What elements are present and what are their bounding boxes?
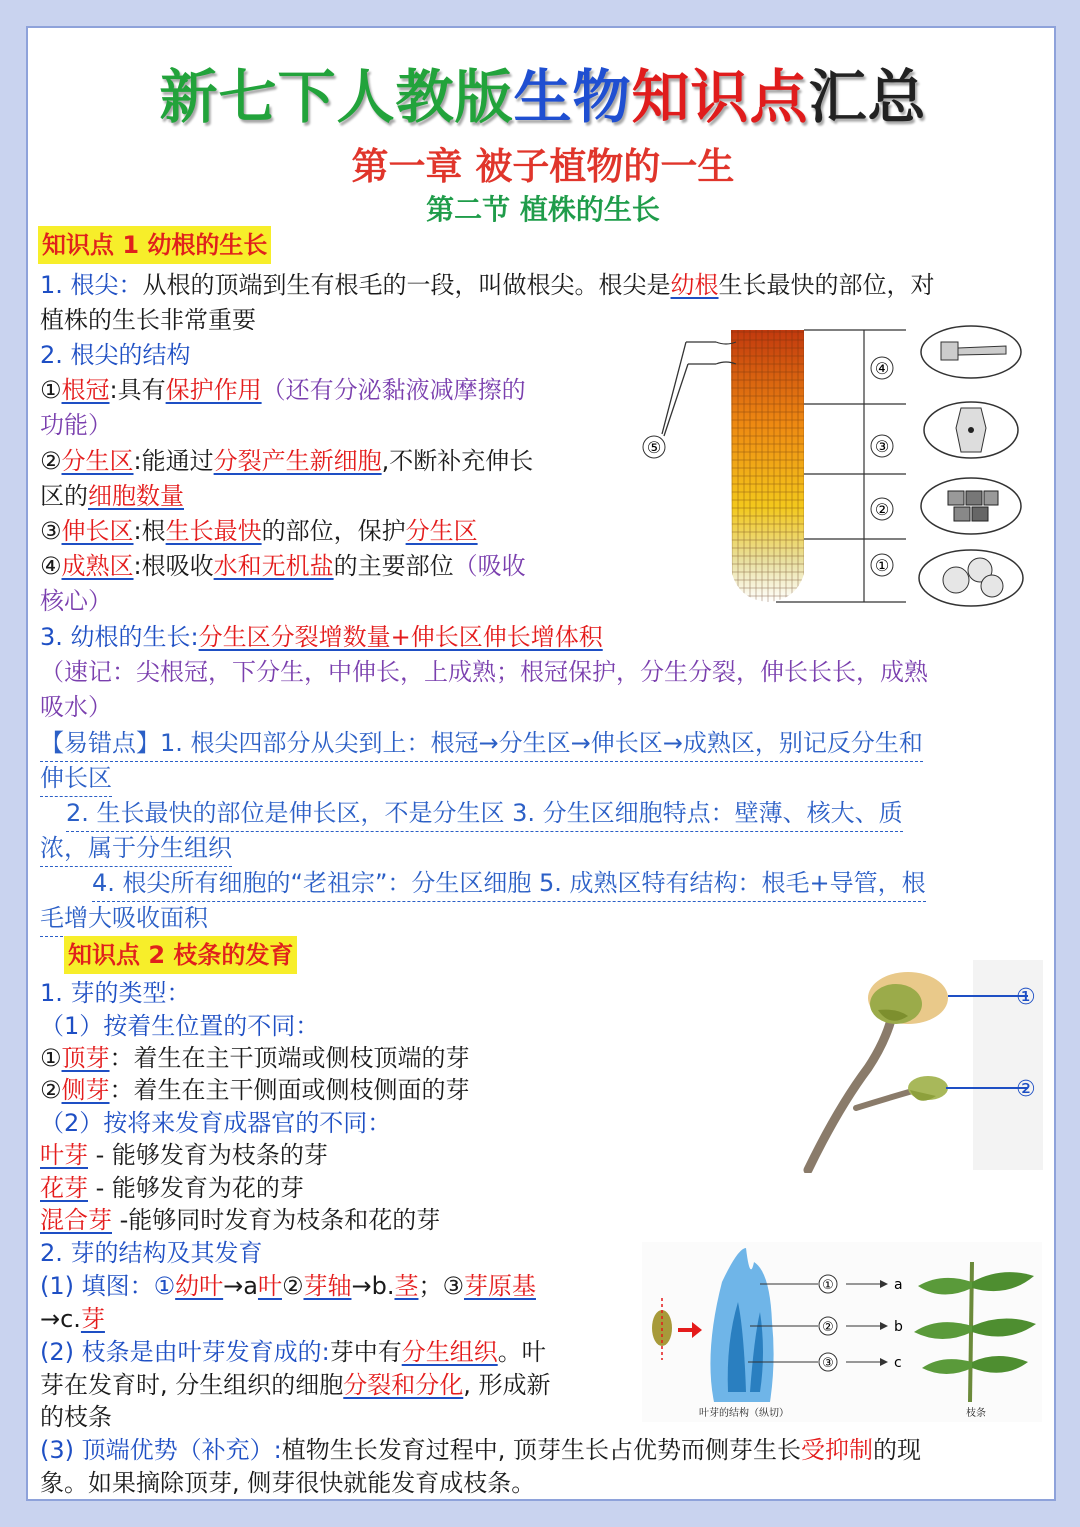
bud-diagram-label-b: b	[894, 1319, 903, 1335]
root-label-1: ①	[874, 556, 890, 575]
branch-origin-line-2: 芽在发育时, 分生组织的细胞分裂和分化, 形成新	[40, 1371, 551, 1399]
branch-origin-line: (2) 枝条是由叶芽发育成的:芽中有分生组织。叶	[40, 1338, 546, 1366]
bud-diagram-label-a: a	[894, 1277, 903, 1293]
error-point-2-cont: 浓，属于分生组织	[40, 831, 232, 867]
elongation-line: ③伸长区:根生长最快的部位，保护分生区	[40, 517, 478, 545]
error-point-1-cont: 伸长区	[40, 761, 112, 797]
bud-diagram-label-1: ①	[822, 1278, 834, 1293]
leaf-bud-line: 叶芽 - 能够发育为枝条的芽	[40, 1141, 328, 1169]
bud-position-heading: （1）按着生位置的不同：	[40, 1012, 320, 1040]
root-label-5: ⑤	[646, 438, 662, 457]
root-tip-definition-cont: 植株的生长非常重要	[40, 306, 256, 334]
mnemonic-line-cont: 吸水）	[40, 693, 112, 721]
error-point-1: 【易错点】1. 根尖四部分从尖到上：根冠→分生区→伸长区→成熟区，别记反分生和	[40, 726, 923, 762]
mixed-bud-line: 混合芽 -能够同时发育为枝条和花的芽	[40, 1206, 441, 1234]
bud-diagram-label-2: ②	[822, 1320, 834, 1335]
root-label-4: ④	[874, 359, 890, 378]
error-point-3-cont: 毛增大吸收面积	[40, 901, 208, 937]
apical-dominance-line: (3) 顶端优势（补充）:植物生长发育过程中, 顶芽生长占优势而侧芽生长受抑制的现	[40, 1436, 921, 1464]
branch-bud-photo	[798, 958, 1048, 1173]
root-structure-heading: 2. 根尖的结构	[40, 341, 191, 369]
bud-structure-heading: 2. 芽的结构及其发育	[40, 1239, 263, 1267]
apical-dominance-line-2: 象。如果摘除顶芽, 侧芽很快就能发育成枝条。	[40, 1469, 536, 1497]
bud-photo-label-2: ②	[1016, 1077, 1036, 1102]
root-cap-line: ①根冠:具有保护作用（还有分泌黏液减摩擦的	[40, 376, 526, 404]
branch-origin-line-3: 的枝条	[40, 1403, 112, 1431]
bud-diagram-label-3: ③	[822, 1356, 834, 1371]
document-page	[26, 26, 1056, 1501]
lateral-bud-line: ②侧芽：着生在主干侧面或侧枝侧面的芽	[40, 1076, 470, 1104]
root-tip-definition: 1. 根尖：从根的顶端到生有根毛的一段，叫做根尖。根尖是幼根生长最快的部位，对	[40, 271, 935, 299]
bud-photo-label-1: ①	[1016, 985, 1036, 1010]
maturation-line: ④成熟区:根吸收水和无机盐的主要部位（吸收	[40, 552, 526, 580]
page-title: 新七下人教版生物知识点汇总	[159, 63, 927, 131]
bud-diagram-caption-right: 枝条	[966, 1408, 986, 1419]
terminal-bud-line: ①顶芽：着生在主干顶端或侧枝顶端的芽	[40, 1044, 470, 1072]
error-point-3: 4. 根尖所有细胞的“老祖宗”：分生区细胞 5. 成熟区特有结构：根毛+导管，根	[92, 866, 926, 902]
knowledge-point-1-label: 知识点 1 幼根的生长	[38, 226, 271, 264]
mnemonic-line: （速记：尖根冠，下分生，中伸长，上成熟；根冠保护，分生分裂，伸长长长，成熟	[40, 658, 928, 686]
bud-organ-heading: （2）按将来发育成器官的不同：	[40, 1109, 392, 1137]
chapter-title: 第一章 被子植物的一生	[351, 145, 735, 188]
branch-stem	[808, 1008, 894, 1170]
root-cap-note: 功能）	[40, 411, 112, 439]
fill-diagram-line-cont: →c.芽	[40, 1305, 105, 1333]
error-point-2: 2. 生长最快的部位是伸长区，不是分生区 3. 分生区细胞特点：壁薄、核大、质	[66, 796, 903, 832]
section-title: 第二节 植株的生长	[426, 193, 660, 226]
bud-types-heading: 1. 芽的类型：	[40, 979, 191, 1007]
meristem-line: ②分生区:能通过分裂产生新细胞,不断补充伸长	[40, 447, 534, 475]
flower-bud-line: 花芽 - 能够发育为花的芽	[40, 1174, 304, 1202]
root-growth-line: 3. 幼根的生长:分生区分裂增数量+伸长区伸长增体积	[40, 623, 603, 651]
fill-diagram-line: (1) 填图：①幼叶→a叶②芽轴→b.茎；③芽原基	[40, 1272, 536, 1300]
bud-diagram-caption-left: 叶芽的结构（纵切）	[699, 1408, 789, 1419]
root-tip-diagram	[636, 324, 1031, 609]
bud-structure-diagram	[642, 1242, 1042, 1422]
root-label-2: ②	[874, 500, 890, 519]
bud-diagram-label-c: c	[894, 1355, 902, 1371]
meristem-line-cont: 区的细胞数量	[40, 482, 184, 510]
maturation-note: 核心）	[40, 587, 112, 615]
meristem-cell-icon	[921, 478, 1021, 534]
knowledge-point-2-label: 知识点 2 枝条的发育	[64, 936, 297, 974]
root-label-3: ③	[874, 437, 890, 456]
